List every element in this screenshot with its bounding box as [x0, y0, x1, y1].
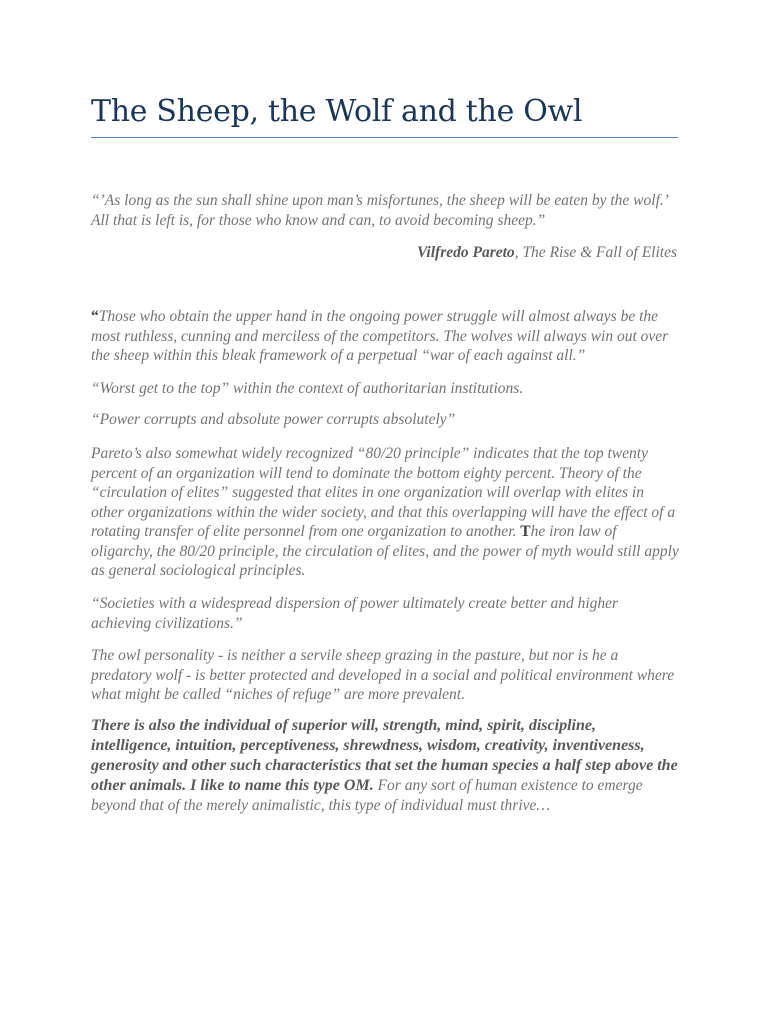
paragraph-power-struggle [91, 307, 679, 366]
paragraph-pareto-text-start: Pareto’s also somewhat widely recognized “80/20 principle” indicates that the top twenty percent of an organization will tend to dominate the bottom eighty percent. Theory of the “circulation of elites” suggested that elites in one organization will overlap with elites in other organizations within the wider society, and that this overlapping will have the effect of a rotating transfer of elite personnel from one organization to another. [91, 445, 676, 540]
document-title: The Sheep, the Wolf and the Owl [91, 94, 583, 129]
paragraph-power-corrupts: “Power corrupts and absolute power corrupts absolutely” [91, 411, 456, 428]
epigraph-author: Vilfredo Pareto [416, 244, 515, 261]
paragraph-societies: “Societies with a widespread dispersion of power ultimately create better and higher achieving civilizations.” [91, 595, 619, 632]
paragraph-pareto-text-end: he iron law of oligarchy, the 80/20 principle, the circulation of elites, and the power of myth would still apply as general sociological principles. [91, 523, 679, 579]
paragraph-om-closing-text: For any sort of human existence to emerge beyond that of the merely animalistic, this type of individual must thrive… [91, 777, 643, 814]
paragraph-owl-personality: The owl personality - is neither a servile sheep grazing in the pasture, but nor is he a predatory wolf - is better protected and developed in a social and political environment where what might be called “niches of refuge” are more prevalent. [91, 647, 675, 703]
paragraph-pareto-principle [91, 444, 679, 581]
paragraph-om-bold-text: There is also the individual of superior will, strength, mind, spirit, discipline, intelligence, intuition, perceptiveness, shrewdness, wisdom, creativity, inventiveness, generosity and other such characteristics that set the human species a half step above the other animals. I like to name this type OM. [91, 717, 678, 794]
paragraph-om-individual [91, 716, 679, 816]
epigraph-attribution [91, 243, 677, 263]
title-underline [91, 137, 678, 138]
attribution-separator: , [514, 244, 523, 261]
paragraph-pareto-capital: T [520, 523, 531, 540]
paragraph-open-quote: “ [91, 308, 99, 325]
paragraph-power-struggle-text: Those who obtain the upper hand in the ongoing power struggle will almost always be the most ruthless, cunning and merciless of the competitors. The wolves will always win out over the sheep within this bleak framework of a perpetual “war of each against all.” [91, 308, 669, 364]
epigraph-work-title: The Rise & Fall of Elites [522, 244, 677, 261]
paragraph-worst-get-to-top: “Worst get to the top” within the context of authoritarian institutions. [91, 380, 524, 397]
epigraph-quote: “’As long as the sun shall shine upon man’s misfortunes, the sheep will be eaten by the wolf.’ All that is left is, for those who know and can, to avoid becoming sheep.” [91, 192, 668, 229]
